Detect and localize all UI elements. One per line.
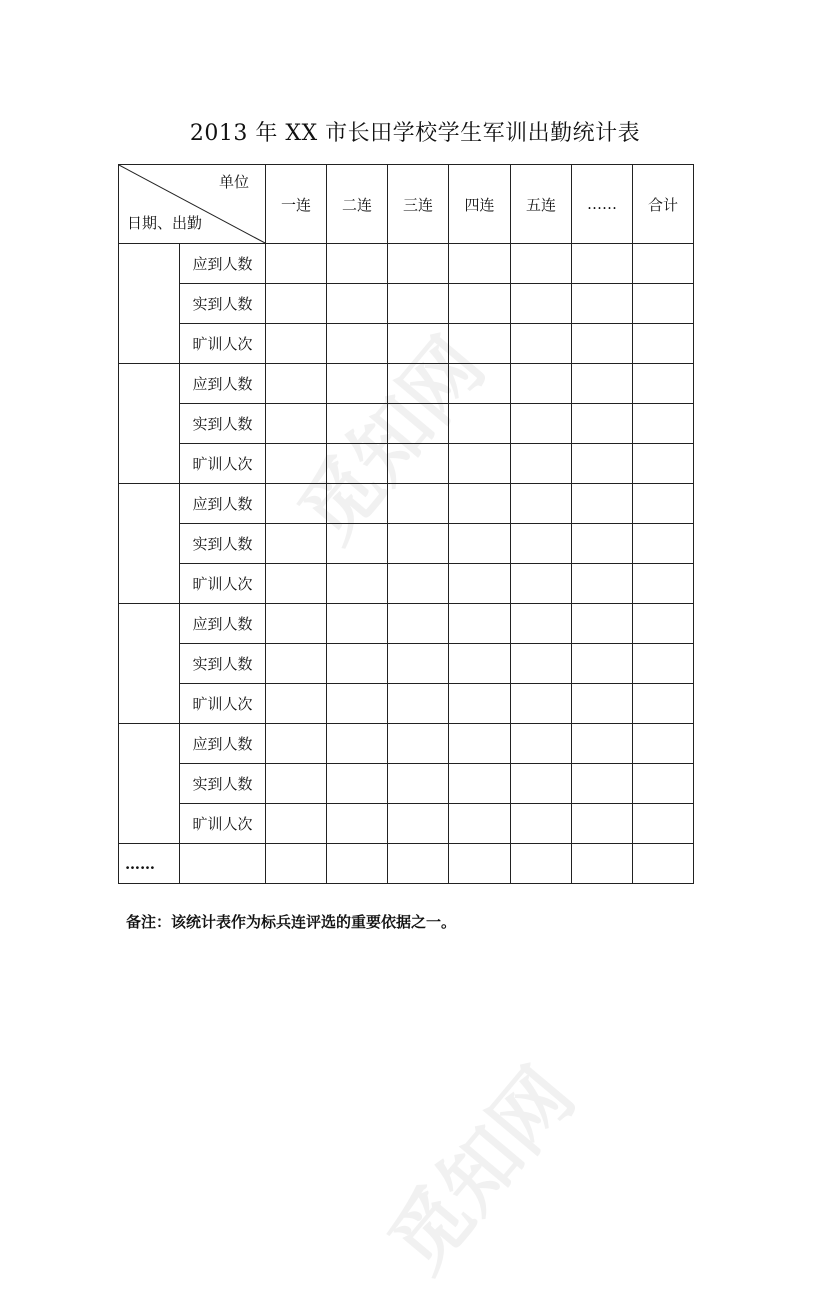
data-cell — [388, 564, 449, 604]
row-label: 应到人数 — [180, 364, 266, 404]
data-cell — [388, 684, 449, 724]
data-cell — [449, 604, 511, 644]
row-label: 旷训人次 — [180, 444, 266, 484]
data-cell — [572, 324, 633, 364]
data-cell — [633, 404, 694, 444]
data-cell — [511, 364, 572, 404]
data-cell — [572, 604, 633, 644]
data-cell — [449, 564, 511, 604]
data-cell — [388, 484, 449, 524]
data-cell — [511, 804, 572, 844]
data-cell — [266, 404, 327, 444]
data-cell — [511, 684, 572, 724]
data-cell — [327, 764, 388, 804]
attendance-table — [118, 164, 694, 884]
data-cell — [572, 284, 633, 324]
data-cell — [327, 364, 388, 404]
row-label: 应到人数 — [180, 724, 266, 764]
data-cell — [266, 244, 327, 284]
data-cell — [266, 524, 327, 564]
unit-header: 五连 — [511, 165, 572, 244]
data-cell — [633, 644, 694, 684]
data-cell — [572, 364, 633, 404]
data-cell — [633, 684, 694, 724]
data-cell — [327, 604, 388, 644]
data-cell — [327, 644, 388, 684]
data-cell — [266, 764, 327, 804]
table-row-continuation — [119, 844, 694, 884]
data-cell — [327, 324, 388, 364]
data-cell — [511, 284, 572, 324]
table-row — [119, 804, 694, 844]
table-row — [119, 724, 694, 764]
data-cell — [633, 284, 694, 324]
data-cell — [449, 524, 511, 564]
table-row — [119, 484, 694, 524]
data-cell — [388, 524, 449, 564]
data-cell — [449, 444, 511, 484]
data-cell — [266, 804, 327, 844]
row-label: 应到人数 — [180, 604, 266, 644]
data-cell — [388, 444, 449, 484]
data-cell — [327, 804, 388, 844]
data-cell — [449, 844, 511, 884]
data-cell — [511, 764, 572, 804]
data-cell — [511, 644, 572, 684]
data-cell — [511, 844, 572, 884]
table-row — [119, 644, 694, 684]
data-cell — [511, 724, 572, 764]
data-cell — [266, 364, 327, 404]
data-cell — [266, 844, 327, 884]
row-label: 实到人数 — [180, 404, 266, 444]
data-cell — [633, 484, 694, 524]
data-cell — [572, 724, 633, 764]
data-cell — [266, 564, 327, 604]
date-cell — [119, 364, 180, 484]
watermark-bottom: 觅知网 — [372, 1051, 593, 1290]
data-cell — [388, 644, 449, 684]
row-label: 旷训人次 — [180, 804, 266, 844]
data-cell — [633, 724, 694, 764]
data-cell — [266, 724, 327, 764]
data-cell — [511, 604, 572, 644]
data-cell — [327, 524, 388, 564]
table-row — [119, 524, 694, 564]
header-row — [119, 165, 694, 244]
data-cell — [633, 524, 694, 564]
data-cell — [266, 684, 327, 724]
row-label: 旷训人次 — [180, 684, 266, 724]
data-cell — [388, 244, 449, 284]
data-cell — [388, 364, 449, 404]
data-cell — [511, 244, 572, 284]
footnote: 备注：该统计表作为标兵连评选的重要依据之一。 — [126, 913, 457, 931]
data-cell — [511, 444, 572, 484]
data-cell — [633, 244, 694, 284]
data-cell — [449, 724, 511, 764]
data-cell — [327, 564, 388, 604]
data-cell — [388, 284, 449, 324]
data-cell — [572, 484, 633, 524]
data-cell — [511, 484, 572, 524]
table-row — [119, 364, 694, 404]
date-cell — [119, 484, 180, 604]
table-row — [119, 404, 694, 444]
row-label: 实到人数 — [180, 284, 266, 324]
data-cell — [449, 404, 511, 444]
table-row — [119, 284, 694, 324]
date-cell — [119, 244, 180, 364]
unit-header: 二连 — [327, 165, 388, 244]
data-cell — [449, 804, 511, 844]
row-label: 实到人数 — [180, 644, 266, 684]
corner-header-cell — [119, 165, 266, 244]
table-row — [119, 564, 694, 604]
data-cell — [327, 284, 388, 324]
data-cell — [388, 604, 449, 644]
data-cell — [388, 764, 449, 804]
corner-date-label: 日期、出勤 — [127, 214, 203, 232]
data-cell — [572, 524, 633, 564]
total-header: 合计 — [633, 165, 694, 244]
data-cell — [511, 524, 572, 564]
data-cell — [449, 284, 511, 324]
row-label: 应到人数 — [180, 484, 266, 524]
data-cell — [327, 724, 388, 764]
data-cell — [633, 564, 694, 604]
row-label: 实到人数 — [180, 524, 266, 564]
data-cell — [388, 844, 449, 884]
corner-unit-label: 单位 — [218, 173, 249, 191]
data-cell — [572, 564, 633, 604]
table-row — [119, 324, 694, 364]
data-cell — [572, 644, 633, 684]
data-cell — [511, 564, 572, 604]
data-cell — [511, 324, 572, 364]
continuation-label: …… — [119, 844, 180, 884]
data-cell — [449, 684, 511, 724]
data-cell — [266, 324, 327, 364]
data-cell — [633, 324, 694, 364]
date-cell — [119, 604, 180, 724]
data-cell — [327, 244, 388, 284]
row-label: 旷训人次 — [180, 324, 266, 364]
data-cell — [572, 764, 633, 804]
data-cell — [633, 804, 694, 844]
data-cell — [388, 804, 449, 844]
data-cell — [266, 644, 327, 684]
table-row — [119, 764, 694, 804]
data-cell — [327, 684, 388, 724]
data-cell — [327, 844, 388, 884]
data-cell — [633, 604, 694, 644]
data-cell — [511, 404, 572, 444]
watermark: 觅知网 — [282, 321, 503, 560]
data-cell — [572, 444, 633, 484]
table-row — [119, 444, 694, 484]
data-cell — [388, 724, 449, 764]
data-cell — [266, 284, 327, 324]
data-cell — [572, 244, 633, 284]
data-cell — [266, 484, 327, 524]
table-row — [119, 244, 694, 284]
data-cell — [633, 444, 694, 484]
data-cell — [327, 484, 388, 524]
data-cell — [449, 484, 511, 524]
data-cell — [572, 684, 633, 724]
unit-header: 三连 — [388, 165, 449, 244]
unit-header: …… — [572, 165, 633, 244]
data-cell — [449, 764, 511, 804]
data-cell — [180, 844, 266, 884]
row-label: 实到人数 — [180, 764, 266, 804]
page-title: 2013 年 XX 市长田学校学生军训出勤统计表 — [189, 121, 641, 146]
data-cell — [633, 844, 694, 884]
unit-header: 四连 — [449, 165, 511, 244]
data-cell — [572, 404, 633, 444]
table-row — [119, 684, 694, 724]
data-cell — [449, 244, 511, 284]
data-cell — [449, 324, 511, 364]
data-cell — [266, 604, 327, 644]
data-cell — [633, 764, 694, 804]
table-row — [119, 604, 694, 644]
data-cell — [572, 844, 633, 884]
data-cell — [388, 404, 449, 444]
data-cell — [572, 804, 633, 844]
data-cell — [633, 364, 694, 404]
row-label: 旷训人次 — [180, 564, 266, 604]
row-label: 应到人数 — [180, 244, 266, 284]
date-cell — [119, 724, 180, 844]
data-cell — [449, 364, 511, 404]
data-cell — [327, 444, 388, 484]
data-cell — [449, 644, 511, 684]
data-cell — [327, 404, 388, 444]
data-cell — [388, 324, 449, 364]
unit-header: 一连 — [266, 165, 327, 244]
data-cell — [266, 444, 327, 484]
